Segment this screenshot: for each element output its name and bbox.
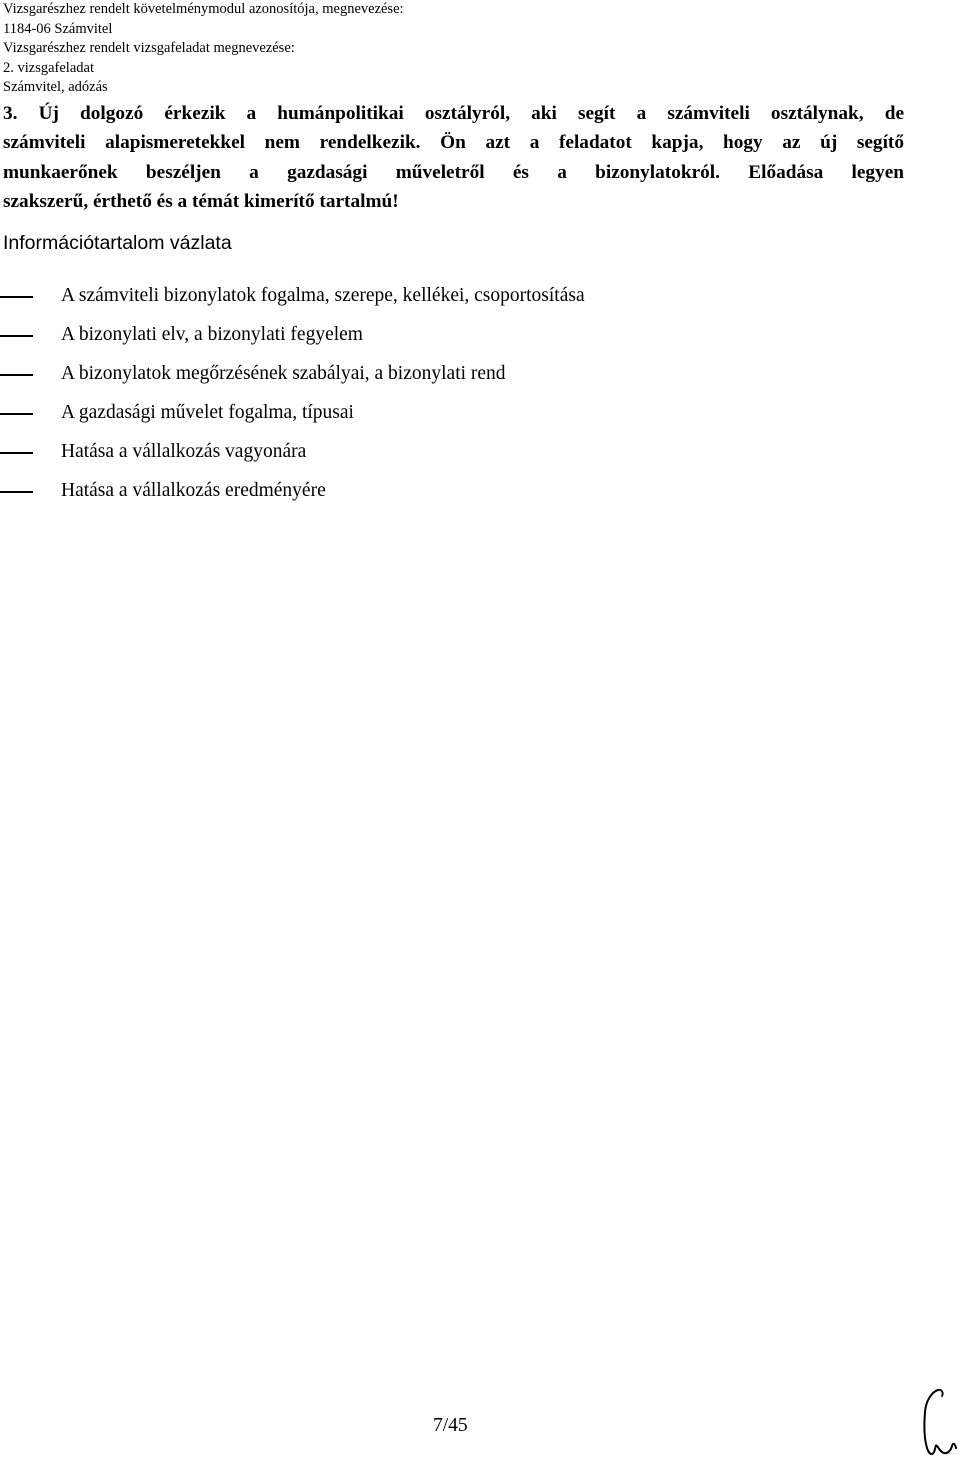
outline-item-text: A bizonylati elv, a bizonylati fegyelem	[61, 324, 363, 345]
outline-item-text: Hatása a vállalkozás eredményére	[61, 480, 326, 501]
task-line: szakszerű, érthető és a témát kimerítő tartalmú!	[3, 190, 399, 212]
page-number: 7/45	[433, 1415, 468, 1436]
task-line: 3. Új dolgozó érkezik a humánpolitikai osztályról, aki segít a számviteli osztálynak, de	[3, 103, 904, 124]
header-line-module-id: 1184-06 Számvitel	[3, 20, 113, 37]
task-line: munkaerőnek beszéljen a gazdasági műveletről és a bizonylatokról. Előadása legyen	[3, 161, 904, 183]
outline-item-text: A bizonylatok megőrzésének szabályai, a bizonylati rend	[61, 363, 506, 384]
outline-item-text: A számviteli bizonylatok fogalma, szerepe, kellékei, csoportosítása	[61, 285, 585, 306]
task-statement	[3, 99, 904, 216]
dash-bullet-icon	[0, 452, 33, 454]
task-line: számviteli alapismeretekkel nem rendelkezik. Ön azt a feladatot kapja, hogy az új segítő	[3, 132, 904, 154]
outline-item-text: Hatása a vállalkozás vagyonára	[61, 441, 307, 462]
outline-item-text: A gazdasági művelet fogalma, típusai	[61, 402, 354, 423]
dash-bullet-icon	[0, 413, 33, 415]
outline-title: Információtartalom vázlata	[3, 232, 232, 254]
header-line-task-name: Számvitel, adózás	[3, 79, 108, 95]
header-line-task-id: 2. vizsgafeladat	[3, 59, 94, 76]
dash-bullet-icon	[0, 374, 33, 376]
header-line-module-label: Vizsgarészhez rendelt követelménymodul azonosítója, megnevezése:	[3, 1, 404, 17]
dash-bullet-icon	[0, 491, 33, 493]
signature-icon	[918, 1386, 958, 1458]
dash-bullet-icon	[0, 296, 33, 298]
header-line-task-label: Vizsgarészhez rendelt vizsgafeladat megnevezése:	[3, 40, 295, 56]
dash-bullet-icon	[0, 335, 33, 337]
document-header	[3, 0, 404, 98]
